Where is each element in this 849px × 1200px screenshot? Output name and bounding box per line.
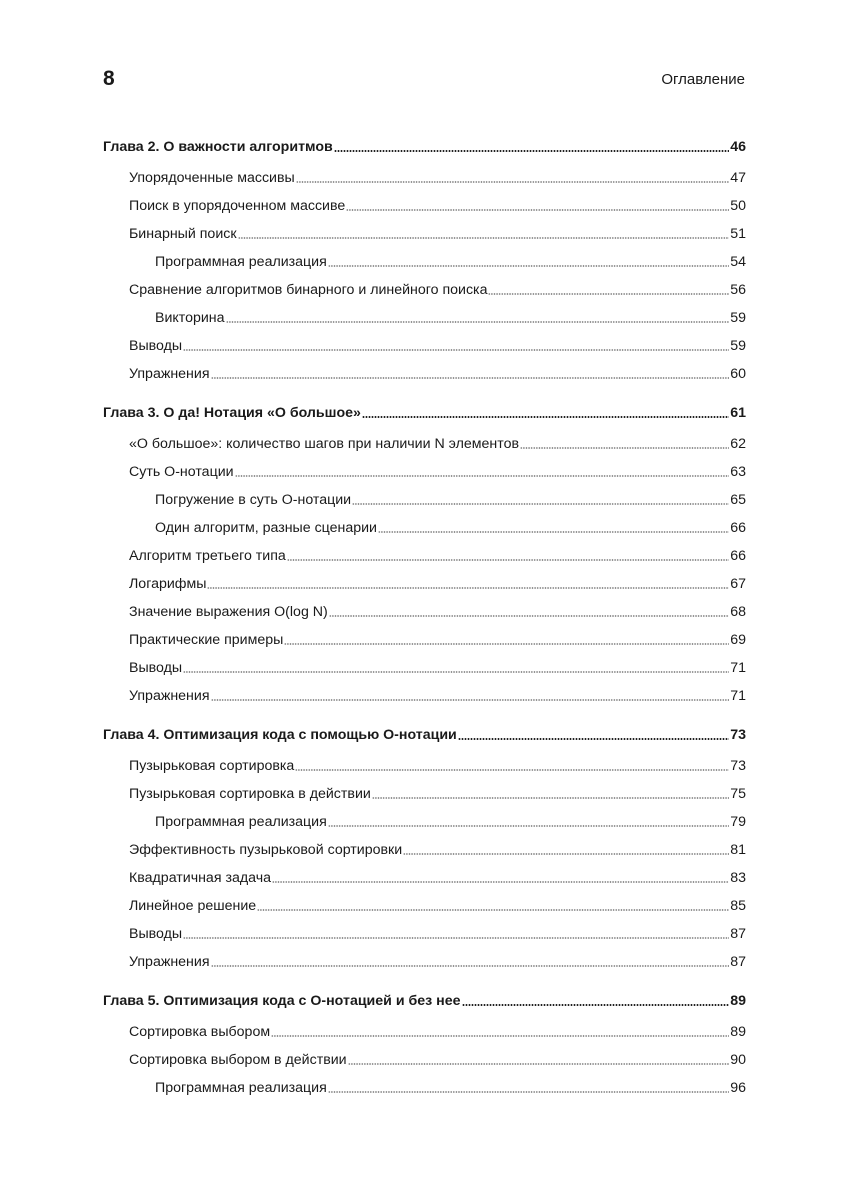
toc-entry[interactable] <box>129 363 746 385</box>
toc-entry[interactable] <box>129 167 746 189</box>
toc-entry-title: Сортировка выбором в действии <box>129 1052 347 1068</box>
toc-entry-page: 71 <box>730 688 746 704</box>
toc-entry-page: 90 <box>730 1052 746 1068</box>
toc-entry[interactable] <box>155 811 746 833</box>
toc-entry-page: 73 <box>730 758 746 774</box>
dot-leader <box>328 1090 729 1094</box>
dot-leader <box>328 824 729 828</box>
toc-entry-title: Линейное решение <box>129 898 257 914</box>
toc-entry-page: 56 <box>730 282 746 298</box>
dot-leader <box>211 698 730 702</box>
toc-entry[interactable] <box>155 517 746 539</box>
toc-entry[interactable] <box>129 951 746 973</box>
page-number: 8 <box>103 67 115 90</box>
dot-leader <box>296 180 730 184</box>
toc-entry-title: Практические примеры <box>129 632 284 648</box>
toc-entry[interactable] <box>129 279 746 301</box>
toc-entry-page: 96 <box>730 1080 746 1096</box>
toc-entry-page: 59 <box>730 338 746 354</box>
toc-entry-title: Алгоритм третьего типа <box>129 548 286 564</box>
dot-leader <box>352 502 729 506</box>
toc-entry[interactable] <box>129 755 746 777</box>
toc-entry-page: 75 <box>730 786 746 802</box>
dot-leader <box>284 642 729 646</box>
toc-entry-page: 47 <box>730 170 746 186</box>
toc-entry[interactable] <box>155 1077 746 1099</box>
dot-leader <box>207 586 729 590</box>
toc-entry-title: Упражнения <box>129 688 210 704</box>
dot-leader <box>271 1034 729 1038</box>
toc-entry-page: 83 <box>730 870 746 886</box>
toc-entry[interactable] <box>129 629 746 651</box>
toc-entry-title: Глава 3. О да! Нотация «О большое» <box>103 405 361 421</box>
toc-entry-page: 81 <box>730 842 746 858</box>
dot-leader <box>378 530 729 534</box>
toc-entry-page: 66 <box>730 548 746 564</box>
running-title: Оглавление <box>661 71 745 88</box>
toc-entry-title: Глава 4. Оптимизация кода с помощью О-нотации <box>103 727 457 743</box>
toc-entry[interactable] <box>129 335 746 357</box>
toc-entry[interactable] <box>129 223 746 245</box>
dot-leader <box>348 1062 730 1066</box>
toc-entry-title: Значение выражения O(log N) <box>129 604 328 620</box>
toc-entry-page: 73 <box>730 727 746 743</box>
toc-entry[interactable] <box>129 657 746 679</box>
toc-entry-title: Пузырьковая сортировка в действии <box>129 786 371 802</box>
toc-entry-title: Пузырьковая сортировка <box>129 758 295 774</box>
toc-entry-page: 66 <box>730 520 746 536</box>
toc-entry-page: 69 <box>730 632 746 648</box>
toc-entry-page: 61 <box>730 405 746 421</box>
toc-entry-title: Один алгоритм, разные сценарии <box>155 520 377 536</box>
toc-entry[interactable] <box>129 601 746 623</box>
toc-entry-title: Сортировка выбором <box>129 1024 271 1040</box>
toc-entry-page: 63 <box>730 464 746 480</box>
toc-entry-title: Выводы <box>129 660 183 676</box>
toc-entry-page: 65 <box>730 492 746 508</box>
dot-leader <box>183 348 729 352</box>
toc-entry-title: Программная реализация <box>155 814 327 830</box>
toc-entry[interactable] <box>129 867 746 889</box>
toc-entry-title: Программная реализация <box>155 1080 327 1096</box>
dot-leader <box>183 670 729 674</box>
toc-entry-page: 71 <box>730 660 746 676</box>
toc-entry-page: 68 <box>730 604 746 620</box>
dot-leader <box>328 264 729 268</box>
dot-leader <box>226 320 730 324</box>
toc-chapter-entry[interactable] <box>103 136 746 158</box>
toc-entry[interactable] <box>129 1049 746 1071</box>
toc-entry-page: 62 <box>730 436 746 452</box>
toc-entry[interactable] <box>155 489 746 511</box>
dot-leader <box>372 796 729 800</box>
toc-entry-title: Эффективность пузырьковой сортировки <box>129 842 403 858</box>
toc-entry[interactable] <box>155 307 746 329</box>
toc-entry-page: 85 <box>730 898 746 914</box>
toc-entry[interactable] <box>129 1021 746 1043</box>
toc-entry-title: Упорядоченные массивы <box>129 170 295 186</box>
dot-leader <box>272 880 729 884</box>
toc-entry-title: Сравнение алгоритмов бинарного и линейного поиска <box>129 282 488 298</box>
toc-entry-title: Викторина <box>155 310 225 326</box>
toc-entry-title: Погружение в суть О-нотации <box>155 492 352 508</box>
toc-entry[interactable] <box>129 461 746 483</box>
toc-entry-title: Выводы <box>129 338 183 354</box>
dot-leader <box>238 236 730 240</box>
toc-entry-title: Квадратичная задача <box>129 870 271 886</box>
toc-entry-page: 87 <box>730 926 746 942</box>
dot-leader <box>334 149 730 153</box>
toc-entry-title: «О большое»: количество шагов при наличии N элементов <box>129 436 519 452</box>
toc-chapter-entry[interactable] <box>103 990 746 1012</box>
dot-leader <box>257 908 729 912</box>
toc-chapter-entry[interactable] <box>103 724 746 746</box>
toc-entry-title: Упражнения <box>129 366 210 382</box>
toc-entry-page: 87 <box>730 954 746 970</box>
toc-entry-title: Поиск в упорядоченном массиве <box>129 198 346 214</box>
dot-leader <box>211 964 730 968</box>
toc-entry-title: Выводы <box>129 926 183 942</box>
toc-entry[interactable] <box>129 545 746 567</box>
toc-entry-page: 60 <box>730 366 746 382</box>
toc-entry-title: Логарифмы <box>129 576 207 592</box>
toc-entry-page: 79 <box>730 814 746 830</box>
toc-entry[interactable] <box>129 783 746 805</box>
toc-entry-page: 67 <box>730 576 746 592</box>
dot-leader <box>462 1003 730 1007</box>
dot-leader <box>520 446 729 450</box>
toc-entry-title: Глава 2. О важности алгоритмов <box>103 139 333 155</box>
toc-entry-title: Упражнения <box>129 954 210 970</box>
dot-leader <box>458 737 729 741</box>
toc-chapter-entry[interactable] <box>103 402 746 424</box>
toc-entry-title: Программная реализация <box>155 254 327 270</box>
dot-leader <box>295 768 729 772</box>
toc-entry[interactable] <box>155 251 746 273</box>
toc-entry[interactable] <box>129 573 746 595</box>
dot-leader <box>362 415 729 419</box>
toc-entry-title: Глава 5. Оптимизация кода с О-нотацией и без нее <box>103 993 461 1009</box>
toc-entry-page: 51 <box>730 226 746 242</box>
toc-entry[interactable] <box>129 685 746 707</box>
toc-entry[interactable] <box>129 923 746 945</box>
dot-leader <box>346 208 729 212</box>
toc-entry-page: 89 <box>730 1024 746 1040</box>
toc-entry-page: 46 <box>730 139 746 155</box>
dot-leader <box>211 376 730 380</box>
toc-entry-page: 89 <box>730 993 746 1009</box>
toc-entry[interactable] <box>129 195 746 217</box>
dot-leader <box>287 558 729 562</box>
toc-entry-page: 50 <box>730 198 746 214</box>
dot-leader <box>329 614 729 618</box>
dot-leader <box>403 852 729 856</box>
dot-leader <box>183 936 729 940</box>
toc-entry-page: 59 <box>730 310 746 326</box>
dot-leader <box>488 292 729 296</box>
toc-entry[interactable] <box>129 433 746 455</box>
toc-entry[interactable] <box>129 895 746 917</box>
toc-entry-title: Бинарный поиск <box>129 226 237 242</box>
dot-leader <box>235 474 730 478</box>
toc-entry-title: Суть О-нотации <box>129 464 234 480</box>
toc-entry-page: 54 <box>730 254 746 270</box>
toc-entry[interactable] <box>129 839 746 861</box>
